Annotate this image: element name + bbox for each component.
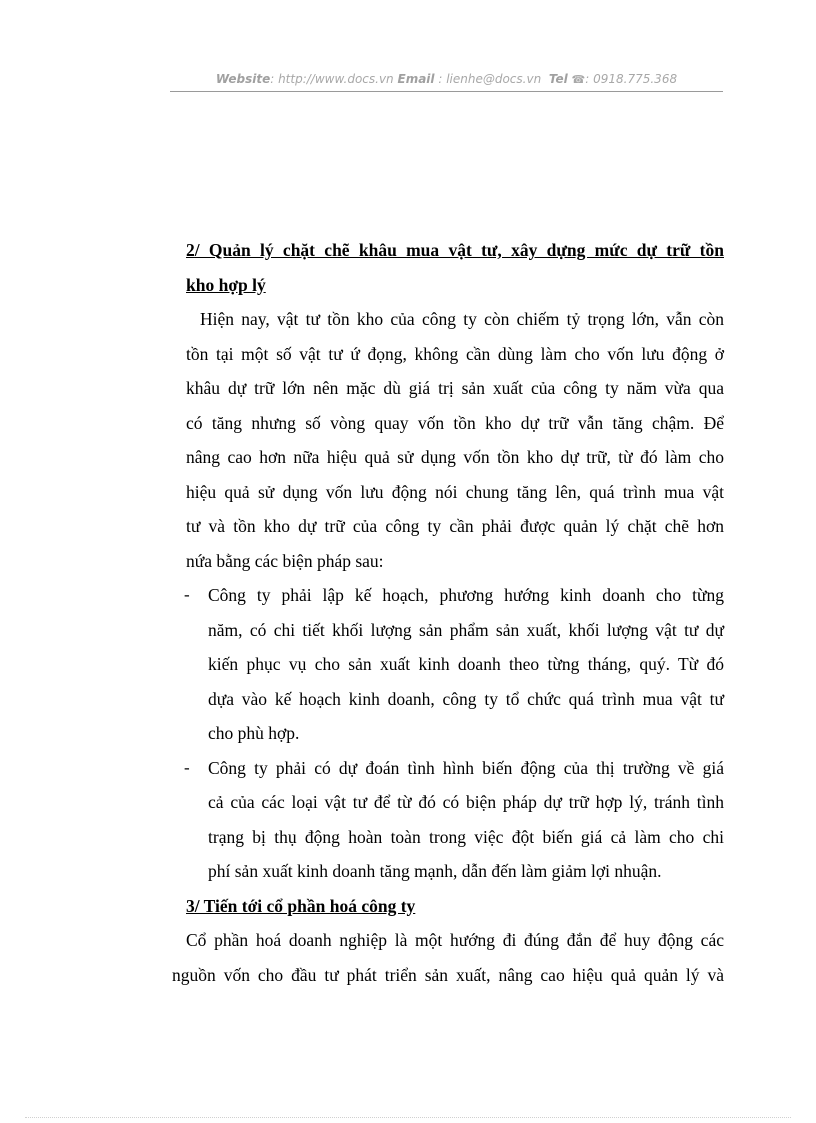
page-bottom-divider: [25, 1117, 791, 1118]
paragraph-line: nâng cao hơn nữa hiệu quả sử dụng vốn tồn kho dự trữ, từ đó làm cho: [186, 447, 724, 467]
bullet-dash-icon: -: [184, 585, 190, 604]
bullet-line: cho phù hợp.: [208, 723, 300, 743]
phone-icon: ☎: [571, 73, 586, 86]
section2-heading-line2: kho hợp lý: [186, 274, 266, 295]
bullet-line: cả của các loại vật tư để từ đó có biện pháp dự trữ hợp lý, tránh tình: [208, 792, 724, 812]
bullet-line: năm, có chi tiết khối lượng sản phẩm sản xuất, khối lượng vật tư dự: [208, 619, 724, 640]
page-header: [170, 71, 723, 92]
paragraph-line: Hiện nay, vật tư tồn kho của công ty còn chiếm tỷ trọng lớn, vẫn còn: [200, 309, 724, 329]
tel-label: Tel: [548, 72, 568, 86]
bullet-dash-icon: -: [184, 757, 190, 777]
section3-heading: 3/ Tiến tới cổ phần hoá công ty: [186, 895, 416, 916]
bullet-line: Công ty phải lập kế hoạch, phương hướng kinh doanh cho từng: [208, 585, 724, 605]
section2-paragraph: [186, 302, 724, 578]
email-value[interactable]: lienhe@docs.vn: [446, 72, 542, 86]
bullet-line: trạng bị thụ động hoàn toàn trong việc đột biến giá cả làm cho chi: [208, 826, 724, 847]
bullet-line: kiến phục vụ cho sản xuất kinh doanh theo từng tháng, quý. Từ đó: [208, 654, 724, 674]
paragraph-line: Cổ phần hoá doanh nghiệp là một hướng đi đúng đắn để huy động các: [186, 930, 724, 950]
section2-heading-line1: 2/ Quản lý chặt chẽ khâu mua vật tư, xây dựng mức dự trữ tồn: [186, 240, 724, 260]
bullet-line: dựa vào kế hoạch kinh doanh, công ty tổ chức quá trình mua vật tư: [208, 688, 724, 709]
paragraph-line: tư và tồn kho dự trữ của công ty cần phải được quản lý chặt chẽ hơn: [186, 516, 724, 536]
paragraph-line: hiệu quả sử dụng vốn lưu động nói chung tăng lên, quá trình mua vật: [186, 481, 724, 502]
paragraph-line: tồn tại một số vật tư ứ đọng, không cần dùng làm cho vốn lưu động ở: [186, 343, 724, 364]
website-sep: :: [270, 72, 279, 86]
document-body: [172, 233, 724, 992]
paragraph-line: có tăng nhưng số vòng quay vốn tồn kho dự trữ vẫn tăng chậm. Để: [186, 412, 724, 433]
website-label: Website: [215, 72, 271, 86]
paragraph-line: khâu dự trữ lớn nên mặc dù giá trị sản xuất của công ty năm vừa qua: [186, 378, 724, 398]
bullet-line: phí sản xuất kinh doanh tăng mạnh, dẫn đến làm giảm lợi nhuận.: [208, 861, 662, 881]
email-sep: :: [434, 72, 447, 86]
section3-paragraph: [172, 923, 724, 992]
website-url[interactable]: http://www.docs.vn: [278, 72, 394, 86]
paragraph-line: nguồn vốn cho đầu tư phát triển sản xuất, nâng cao hiệu quả quản lý và: [172, 964, 724, 985]
paragraph-line: nứa bằng các biện pháp sau:: [186, 550, 384, 571]
tel-value: : 0918.775.368: [585, 72, 678, 86]
bullet-item: [186, 578, 724, 751]
email-label: Email: [397, 72, 435, 86]
bullet-item: [186, 751, 724, 889]
bullet-line: Công ty phải có dự đoán tình hình biến động của thị trường về giá: [208, 757, 724, 778]
